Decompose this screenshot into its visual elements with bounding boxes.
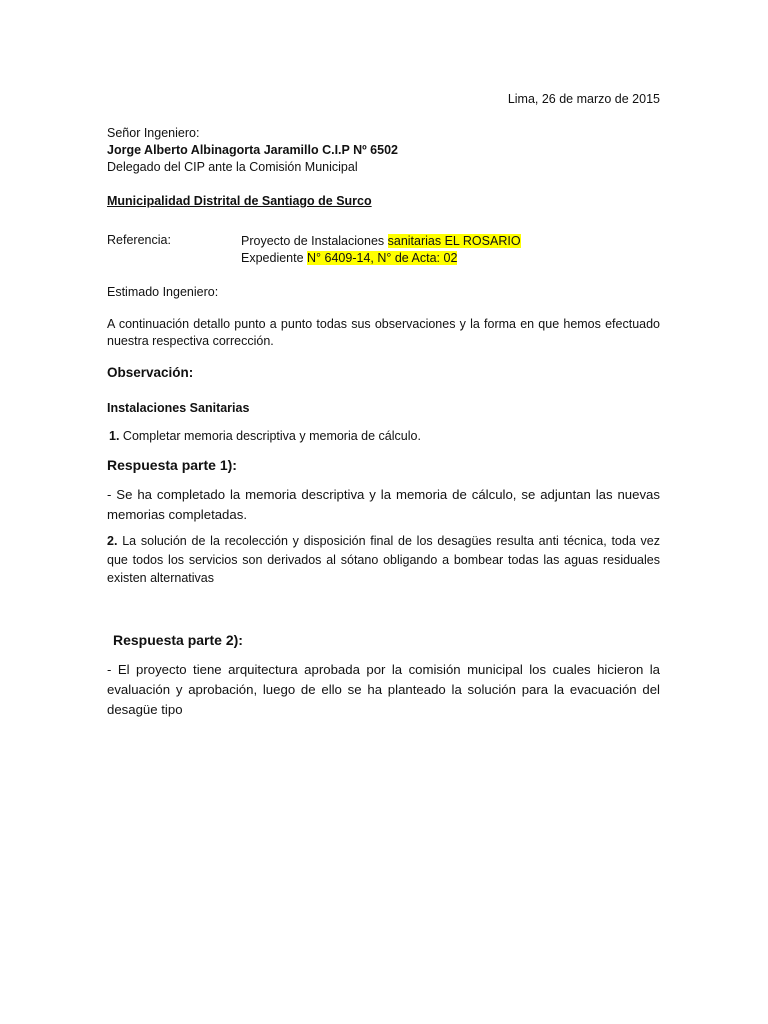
greeting: Estimado Ingeniero: xyxy=(107,285,219,299)
salutation: Señor Ingeniero: xyxy=(107,126,200,140)
reference-label: Referencia: xyxy=(107,233,171,247)
response-1-heading: Respuesta parte 1): xyxy=(107,457,237,473)
item-2-number: 2. xyxy=(107,534,118,548)
reference-project-highlight: sanitarias EL ROSARIO xyxy=(387,234,521,248)
response-2-heading: Respuesta parte 2): xyxy=(113,632,243,648)
recipient-name: Jorge Alberto Albinagorta Jaramillo C.I.P Nº 6502 xyxy=(107,143,398,157)
item-2 xyxy=(107,532,660,588)
letter-date: Lima, 26 de marzo de 2015 xyxy=(507,92,660,106)
reference-line-1-prefix: Proyecto de Instalaciones xyxy=(241,234,388,248)
reference-line-2-prefix: Expediente xyxy=(241,251,308,265)
item-2-text: La solución de la recolección y disposición final de los desagües resulta anti técnica, toda vez que todos los servicios son derivados al sótano obligando a bombear todas las aguas residuales existen alternativas xyxy=(107,534,660,585)
item-1 xyxy=(109,428,662,445)
section-heading: Instalaciones Sanitarias xyxy=(107,401,250,415)
intro-paragraph: A continuación detallo punto a punto todas sus observaciones y la forma en que hemos efectuado nuestra respectiva corrección. xyxy=(107,317,660,348)
institution-name: Municipalidad Distrital de Santiago de Surco xyxy=(107,194,372,208)
item-1-number: 1. xyxy=(109,429,120,443)
response-2-text: - El proyecto tiene arquitectura aprobada por la comisión municipal los cuales hicieron la evaluación y aprobación, luego de ello se ha planteado la solución para la evacuación del desagüe tipo xyxy=(107,662,660,717)
item-1-text: Completar memoria descriptiva y memoria de cálculo. xyxy=(119,429,421,443)
response-1-text: - Se ha completado la memoria descriptiva y la memoria de cálculo, se adjuntan las nuevas memorias completadas. xyxy=(107,487,660,522)
reference-line-2 xyxy=(241,250,457,267)
recipient-role: Delegado del CIP ante la Comisión Municipal xyxy=(107,160,358,174)
reference-line-1 xyxy=(241,233,521,250)
reference-file-highlight: N° 6409-14, N° de Acta: 02 xyxy=(307,251,458,265)
observation-heading: Observación: xyxy=(107,365,194,380)
